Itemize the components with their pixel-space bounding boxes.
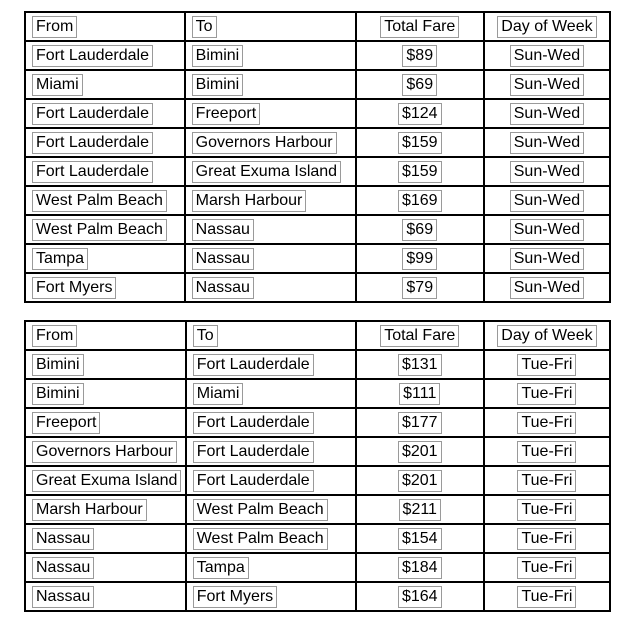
cell-total-fare [356, 437, 484, 466]
cell-text-total-fare: $169 [398, 190, 442, 212]
header-from [25, 12, 185, 41]
cell-to [185, 157, 356, 186]
cell-text-total-fare: $201 [398, 470, 442, 492]
cell-from [25, 582, 186, 611]
cell-text-day-of-week: Sun-Wed [510, 74, 584, 96]
cell-text-from: Fort Lauderdale [32, 103, 153, 125]
cell-text-to: Great Exuma Island [192, 161, 341, 183]
cell-text-to: Bimini [192, 74, 244, 96]
cell-total-fare [356, 186, 484, 215]
cell-day-of-week [484, 99, 610, 128]
table-row [25, 215, 610, 244]
table-row [25, 186, 610, 215]
cell-total-fare [356, 408, 484, 437]
cell-text-from: West Palm Beach [32, 190, 167, 212]
cell-text-day-of-week: Sun-Wed [510, 277, 584, 299]
cell-text-day-of-week: Tue-Fri [517, 557, 576, 579]
cell-text-from: Tampa [32, 248, 88, 270]
cell-to [186, 408, 356, 437]
cell-text-day-of-week: Tue-Fri [517, 383, 576, 405]
table-row [25, 379, 610, 408]
cell-text-from: Fort Lauderdale [32, 161, 153, 183]
cell-total-fare [356, 350, 484, 379]
cell-to [186, 350, 356, 379]
cell-total-fare [356, 41, 484, 70]
cell-to [186, 553, 356, 582]
cell-from [25, 437, 186, 466]
cell-from [25, 408, 186, 437]
cell-text-to: Freeport [192, 103, 260, 125]
cell-text-day-of-week: Sun-Wed [510, 161, 584, 183]
cell-day-of-week [484, 273, 610, 302]
table-row [25, 582, 610, 611]
cell-to [185, 273, 356, 302]
cell-to [186, 466, 356, 495]
cell-text-from: Nassau [32, 557, 94, 579]
cell-from [25, 379, 186, 408]
header-day-of-week [484, 12, 610, 41]
table-row [25, 437, 610, 466]
header-label-from: From [32, 16, 77, 38]
cell-text-total-fare: $99 [402, 248, 437, 270]
header-from [25, 321, 186, 350]
cell-to [185, 128, 356, 157]
cell-text-from: Governors Harbour [32, 441, 177, 463]
cell-text-total-fare: $124 [398, 103, 442, 125]
header-total-fare [356, 321, 484, 350]
cell-text-from: Great Exuma Island [32, 470, 181, 492]
cell-text-total-fare: $164 [398, 586, 442, 608]
cell-text-to: Fort Lauderdale [193, 470, 314, 492]
cell-day-of-week [484, 215, 610, 244]
cell-total-fare [356, 70, 484, 99]
cell-from [25, 70, 185, 99]
cell-from [25, 186, 185, 215]
cell-text-from: Fort Myers [32, 277, 116, 299]
table-row [25, 553, 610, 582]
cell-from [25, 350, 186, 379]
table-row [25, 524, 610, 553]
table-row [25, 128, 610, 157]
cell-text-from: Bimini [32, 383, 84, 405]
cell-day-of-week [484, 495, 610, 524]
cell-from [25, 215, 185, 244]
cell-to [186, 379, 356, 408]
cell-total-fare [356, 99, 484, 128]
cell-day-of-week [484, 466, 610, 495]
cell-text-total-fare: $177 [398, 412, 442, 434]
cell-text-total-fare: $131 [398, 354, 442, 376]
header-label-total-fare: Total Fare [380, 325, 459, 347]
cell-text-to: West Palm Beach [193, 499, 328, 521]
cell-text-day-of-week: Tue-Fri [517, 470, 576, 492]
cell-to [186, 437, 356, 466]
cell-text-total-fare: $159 [398, 132, 442, 154]
table-row [25, 41, 610, 70]
cell-text-from: West Palm Beach [32, 219, 167, 241]
cell-text-to: Fort Myers [193, 586, 277, 608]
cell-text-total-fare: $79 [402, 277, 437, 299]
cell-from [25, 524, 186, 553]
cell-day-of-week [484, 350, 610, 379]
cell-total-fare [356, 466, 484, 495]
cell-total-fare [356, 215, 484, 244]
cell-text-from: Nassau [32, 586, 94, 608]
cell-day-of-week [484, 41, 610, 70]
header-label-from: From [32, 325, 77, 347]
table-row [25, 273, 610, 302]
table-row [25, 99, 610, 128]
header-label-day-of-week: Day of Week [497, 16, 596, 38]
cell-text-from: Nassau [32, 528, 94, 550]
table-row [25, 244, 610, 273]
cell-total-fare [356, 524, 484, 553]
cell-text-total-fare: $211 [399, 499, 441, 521]
cell-text-to: Marsh Harbour [192, 190, 307, 212]
header-label-to: To [193, 325, 218, 347]
cell-to [185, 215, 356, 244]
cell-from [25, 41, 185, 70]
cell-text-from: Freeport [32, 412, 100, 434]
cell-to [185, 244, 356, 273]
cell-text-to: Fort Lauderdale [193, 354, 314, 376]
cell-text-day-of-week: Tue-Fri [517, 528, 576, 550]
cell-day-of-week [484, 186, 610, 215]
cell-total-fare [356, 553, 484, 582]
cell-total-fare [356, 379, 484, 408]
cell-from [25, 157, 185, 186]
cell-total-fare [356, 128, 484, 157]
cell-from [25, 553, 186, 582]
header-label-to: To [192, 16, 217, 38]
cell-total-fare [356, 244, 484, 273]
header-total-fare [356, 12, 484, 41]
cell-text-to: Nassau [192, 219, 254, 241]
cell-total-fare [356, 157, 484, 186]
cell-text-day-of-week: Sun-Wed [510, 190, 584, 212]
cell-text-to: Miami [193, 383, 244, 405]
cell-from [25, 99, 185, 128]
cell-text-from: Miami [32, 74, 83, 96]
table-row [25, 495, 610, 524]
header-to [185, 12, 356, 41]
cell-text-to: West Palm Beach [193, 528, 328, 550]
cell-text-to: Governors Harbour [192, 132, 337, 154]
cell-text-total-fare: $69 [402, 219, 437, 241]
table-row [25, 408, 610, 437]
table-row [25, 70, 610, 99]
table-row [25, 350, 610, 379]
cell-from [25, 466, 186, 495]
cell-day-of-week [484, 408, 610, 437]
cell-day-of-week [484, 553, 610, 582]
cell-text-total-fare: $89 [402, 45, 437, 67]
header-label-total-fare: Total Fare [380, 16, 459, 38]
cell-to [185, 70, 356, 99]
cell-text-total-fare: $201 [398, 441, 442, 463]
cell-day-of-week [484, 437, 610, 466]
cell-text-day-of-week: Tue-Fri [517, 412, 576, 434]
header-to [186, 321, 356, 350]
cell-from [25, 128, 185, 157]
cell-from [25, 244, 185, 273]
cell-text-total-fare: $69 [402, 74, 437, 96]
return-fares-table [24, 320, 611, 612]
cell-from [25, 273, 185, 302]
cell-text-day-of-week: Sun-Wed [510, 103, 584, 125]
cell-from [25, 495, 186, 524]
cell-text-total-fare: $159 [398, 161, 442, 183]
cell-day-of-week [484, 524, 610, 553]
cell-text-day-of-week: Sun-Wed [510, 45, 584, 67]
cell-text-day-of-week: Tue-Fri [517, 441, 576, 463]
cell-text-to: Nassau [192, 248, 254, 270]
cell-total-fare [356, 273, 484, 302]
cell-text-day-of-week: Sun-Wed [510, 248, 584, 270]
cell-text-to: Fort Lauderdale [193, 412, 314, 434]
header-row [25, 12, 610, 41]
cell-text-total-fare: $184 [398, 557, 442, 579]
cell-to [186, 495, 356, 524]
cell-to [186, 524, 356, 553]
cell-text-day-of-week: Tue-Fri [517, 586, 576, 608]
header-row [25, 321, 610, 350]
table-row [25, 157, 610, 186]
cell-text-to: Bimini [192, 45, 244, 67]
cell-to [185, 186, 356, 215]
cell-text-from: Marsh Harbour [32, 499, 147, 521]
cell-day-of-week [484, 379, 610, 408]
table-row [25, 466, 610, 495]
cell-day-of-week [484, 128, 610, 157]
cell-text-day-of-week: Tue-Fri [517, 499, 576, 521]
cell-text-to: Nassau [192, 277, 254, 299]
cell-to [185, 41, 356, 70]
cell-text-from: Fort Lauderdale [32, 45, 153, 67]
cell-text-from: Bimini [32, 354, 84, 376]
cell-day-of-week [484, 244, 610, 273]
cell-to [186, 582, 356, 611]
header-day-of-week [484, 321, 610, 350]
cell-text-total-fare: $111 [399, 383, 440, 405]
cell-text-to: Fort Lauderdale [193, 441, 314, 463]
cell-text-from: Fort Lauderdale [32, 132, 153, 154]
cell-total-fare [356, 495, 484, 524]
cell-text-to: Tampa [193, 557, 249, 579]
header-label-day-of-week: Day of Week [497, 325, 596, 347]
cell-to [185, 99, 356, 128]
cell-text-day-of-week: Sun-Wed [510, 219, 584, 241]
cell-day-of-week [484, 157, 610, 186]
cell-text-total-fare: $154 [398, 528, 442, 550]
cell-day-of-week [484, 70, 610, 99]
cell-day-of-week [484, 582, 610, 611]
outbound-fares-table [24, 11, 611, 303]
cell-text-day-of-week: Tue-Fri [517, 354, 576, 376]
cell-total-fare [356, 582, 484, 611]
cell-text-day-of-week: Sun-Wed [510, 132, 584, 154]
